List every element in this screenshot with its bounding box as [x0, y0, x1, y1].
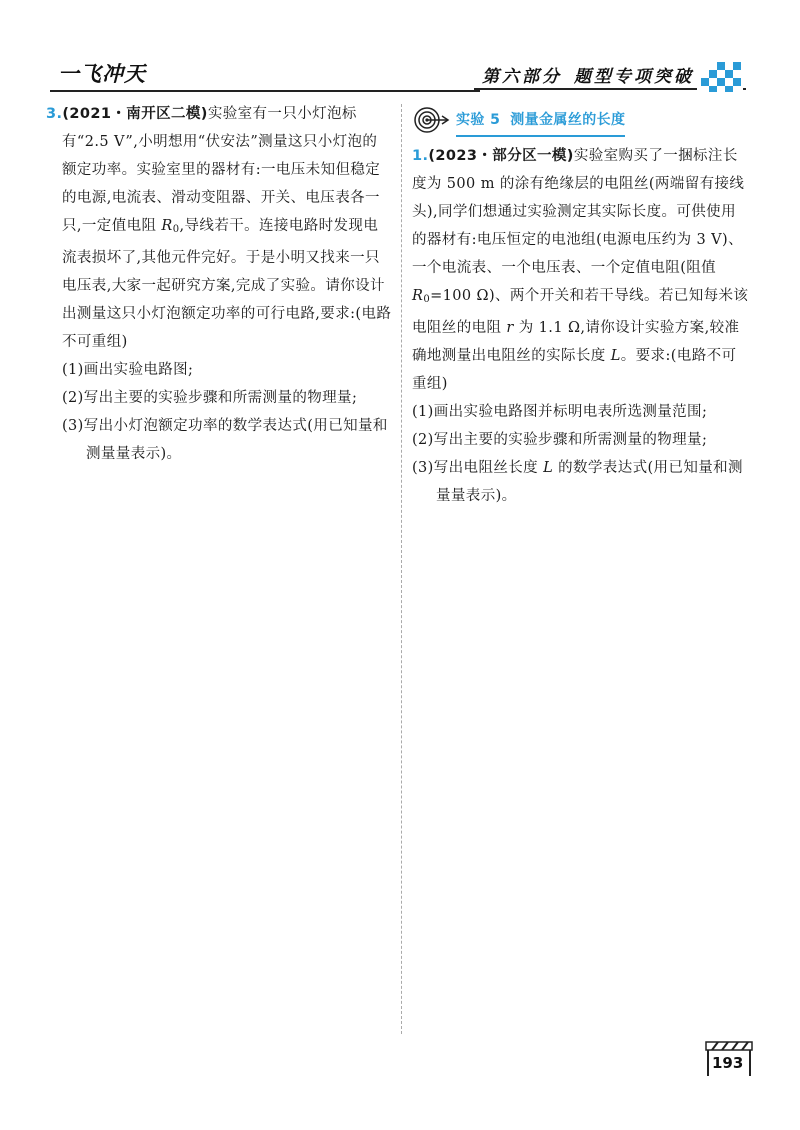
experiment-name: 测量金属丝的长度	[510, 112, 626, 128]
question-body: 实验室有一只小灯泡标有“2.5 V”,小明想用“伏安法”测量这只小灯泡的额定功率。实验室里的器材有:一电压未知但稳定的电源,电流表、滑动变阻器、开关、电压表各一只,一定值电阻	[62, 106, 381, 234]
symbol-small-r: r	[506, 320, 514, 336]
list-item	[412, 454, 750, 510]
question-body-cont: ,导线若干。连接电路时发现电流表损坏了,其他元件完好。于是小明又找来一只电压表,大家一起研究方案,完成了实验。请你设计出测量这只小灯泡额定功率的可行电路,要求:(电路不可重组)	[62, 218, 392, 350]
question-1-text	[412, 142, 750, 398]
question-body: 实验室购买了一捆标注长度为 500 m 的涂有绝缘层的电阻丝(两端留有接线头),同学们想通过实验测定其实际长度。可供使用的器材有:电压恒定的电池组(电源电压约为 3 V)、一个电流表、一个电压表、一个定值电阻(阻值	[412, 148, 745, 276]
symbol-r: R	[161, 218, 173, 234]
list-item: (1)画出实验电路图;	[62, 362, 194, 378]
question-source: (2021・南开区二模)	[62, 106, 208, 122]
checker-decoration-icon	[697, 62, 743, 92]
question-number: 3.	[46, 106, 63, 122]
right-column	[412, 100, 750, 510]
question-source: (2023・部分区一模)	[428, 148, 574, 164]
page-header	[0, 0, 800, 100]
experiment-title	[456, 106, 625, 137]
section-title	[482, 62, 694, 87]
list-item: (2)写出主要的实验步骤和所需测量的物理量;	[412, 432, 708, 448]
symbol-r-sub: 0	[423, 294, 431, 305]
symbol-r: R	[412, 288, 424, 304]
page-number: 193	[712, 1054, 744, 1072]
list-item: (2)写出主要的实验步骤和所需测量的物理量;	[62, 390, 358, 406]
item-text-cont: 的数学表达式(用已知量和测量量表示)。	[436, 460, 743, 504]
question-body-cont: =100 Ω)、两个开关和若干导线。若已知每米该电阻丝的电阻	[412, 288, 749, 336]
symbol-l: L	[610, 348, 621, 364]
target-icon	[414, 106, 450, 134]
question-body-cont3: 。要求:(电路不可重组)	[412, 348, 737, 392]
header-rule-left	[50, 90, 480, 92]
symbol-l: L	[543, 460, 554, 476]
item-text: (3)写出电阻丝长度	[412, 460, 544, 476]
symbol-r-sub: 0	[172, 224, 180, 235]
brand-logo: 一飞冲天	[58, 62, 146, 86]
question-3-text	[46, 100, 392, 356]
list-item: (1)画出实验电路图并标明电表所选测量范围;	[412, 404, 708, 420]
experiment-heading	[412, 104, 750, 136]
list-item: (3)写出小灯泡额定功率的数学表达式(用已知量和测量量表示)。	[62, 418, 388, 462]
experiment-number: 实验 5	[456, 112, 501, 128]
part-label: 第六部分	[482, 67, 562, 87]
column-divider	[401, 104, 402, 1034]
section-label: 题型专项突破	[574, 67, 694, 87]
left-column	[46, 100, 392, 468]
question-body-cont2: 为 1.1 Ω,请你设计实验方案,较准确地测量出电阻丝的实际长度	[412, 320, 740, 364]
question-number: 1.	[412, 148, 429, 164]
